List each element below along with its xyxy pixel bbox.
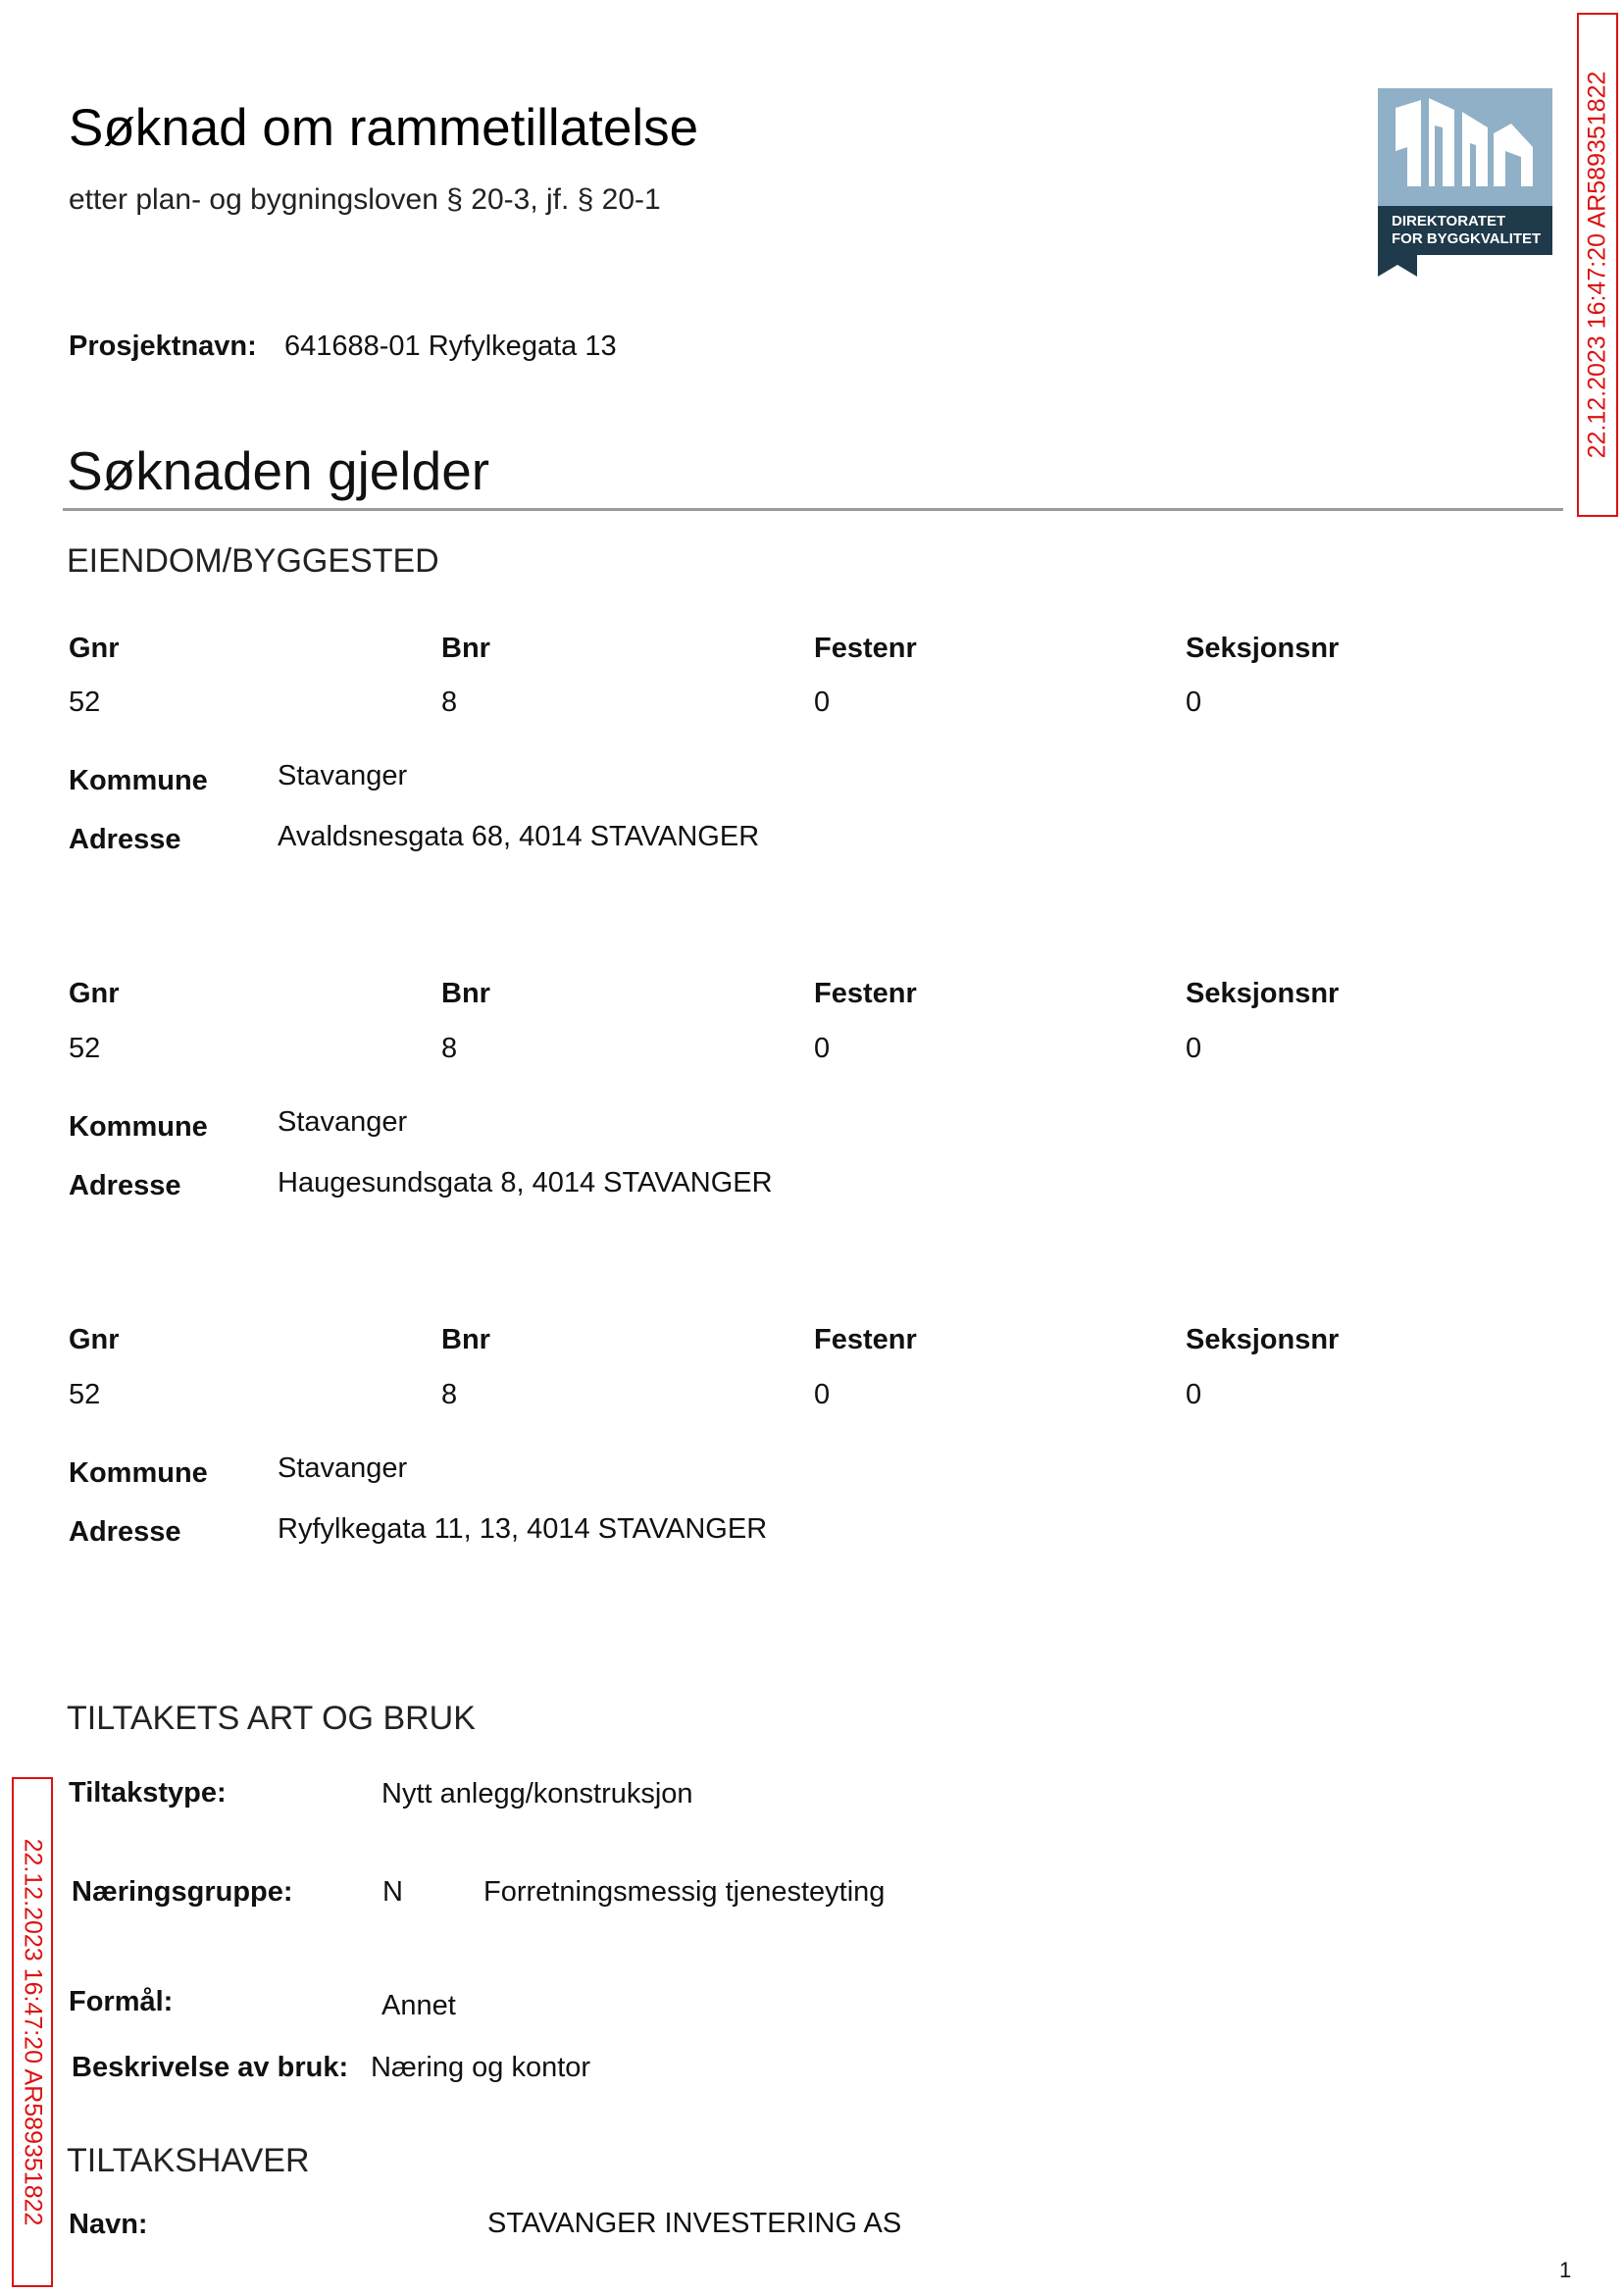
- festenr-value: 0: [814, 1033, 831, 1064]
- logo-text-line1: DIREKTORATET: [1392, 213, 1506, 229]
- section-heading: Søknaden gjelder: [67, 440, 490, 501]
- kommune-label: Kommune: [69, 1457, 208, 1489]
- formal-value: Annet: [381, 1990, 456, 2021]
- property-section-title: EIENDOM/BYGGESTED: [67, 542, 439, 580]
- festenr-value: 0: [814, 687, 831, 718]
- kommune-value: Stavanger: [278, 1106, 408, 1138]
- bnr-label: Bnr: [441, 1324, 490, 1355]
- kommune-value: Stavanger: [278, 1453, 408, 1484]
- bnr-value: 8: [441, 1033, 458, 1064]
- adresse-value: Ryfylkegata 11, 13, 4014 STAVANGER: [278, 1513, 768, 1545]
- kommune-label: Kommune: [69, 765, 208, 796]
- stamp-text: 22.12.2023 16:47:20 AR589351822: [1583, 71, 1611, 459]
- festenr-label: Festenr: [814, 1324, 917, 1355]
- heading-divider: [63, 508, 1563, 511]
- seksjonsnr-value: 0: [1186, 1033, 1202, 1064]
- beskrivelse-value: Næring og kontor: [371, 2052, 591, 2083]
- festenr-label: Festenr: [814, 633, 917, 664]
- timestamp-stamp-right: [1577, 13, 1618, 517]
- adresse-label: Adresse: [69, 824, 181, 855]
- project-name-label: Prosjektnavn:: [69, 331, 257, 362]
- adresse-label: Adresse: [69, 1170, 181, 1201]
- tiltakstype-label: Tiltakstype:: [69, 1777, 227, 1809]
- seksjonsnr-label: Seksjonsnr: [1186, 633, 1340, 664]
- bnr-label: Bnr: [441, 978, 490, 1009]
- gnr-label: Gnr: [69, 1324, 120, 1355]
- stamp-text: 22.12.2023 16:47:20 AR589351822: [19, 1838, 47, 2226]
- timestamp-stamp-left: [12, 1777, 53, 2287]
- formal-label: Formål:: [69, 1986, 174, 2017]
- seksjonsnr-label: Seksjonsnr: [1186, 978, 1340, 1009]
- kommune-value: Stavanger: [278, 760, 408, 791]
- seksjonsnr-value: 0: [1186, 687, 1202, 718]
- festenr-value: 0: [814, 1379, 831, 1410]
- adresse-value: Haugesundsgata 8, 4014 STAVANGER: [278, 1167, 773, 1198]
- adresse-label: Adresse: [69, 1516, 181, 1548]
- seksjonsnr-value: 0: [1186, 1379, 1202, 1410]
- kommune-label: Kommune: [69, 1111, 208, 1143]
- document-title: Søknad om rammetillatelse: [69, 99, 699, 157]
- festenr-label: Festenr: [814, 978, 917, 1009]
- beskrivelse-label: Beskrivelse av bruk:: [72, 2052, 349, 2083]
- project-name-value: 641688-01 Ryfylkegata 13: [284, 331, 617, 362]
- naeringsgruppe-value: Forretningsmessig tjenesteyting: [483, 1876, 886, 1908]
- dibk-logo: [1378, 88, 1552, 277]
- tiltakstype-value: Nytt anlegg/konstruksjon: [381, 1778, 693, 1810]
- gnr-value: 52: [69, 1033, 101, 1064]
- seksjonsnr-label: Seksjonsnr: [1186, 1324, 1340, 1355]
- gnr-value: 52: [69, 1379, 101, 1410]
- tiltak-section-title: TILTAKETS ART OG BRUK: [67, 1700, 476, 1737]
- bnr-value: 8: [441, 687, 458, 718]
- navn-label: Navn:: [69, 2209, 148, 2240]
- bnr-value: 8: [441, 1379, 458, 1410]
- document-subtitle: etter plan- og bygningsloven § 20-3, jf. § 20-1: [69, 183, 661, 216]
- navn-value: STAVANGER INVESTERING AS: [487, 2208, 902, 2239]
- gnr-value: 52: [69, 687, 101, 718]
- naeringsgruppe-code: N: [382, 1876, 403, 1908]
- bnr-label: Bnr: [441, 633, 490, 664]
- gnr-label: Gnr: [69, 633, 120, 664]
- page-number: 1: [1559, 2258, 1572, 2282]
- logo-text-line2: FOR BYGGKVALITET: [1392, 230, 1542, 247]
- naeringsgruppe-label: Næringsgruppe:: [72, 1876, 293, 1908]
- tiltakshaver-section-title: TILTAKSHAVER: [67, 2142, 310, 2179]
- logo-graphic: [1378, 88, 1552, 277]
- adresse-value: Avaldsnesgata 68, 4014 STAVANGER: [278, 821, 760, 852]
- gnr-label: Gnr: [69, 978, 120, 1009]
